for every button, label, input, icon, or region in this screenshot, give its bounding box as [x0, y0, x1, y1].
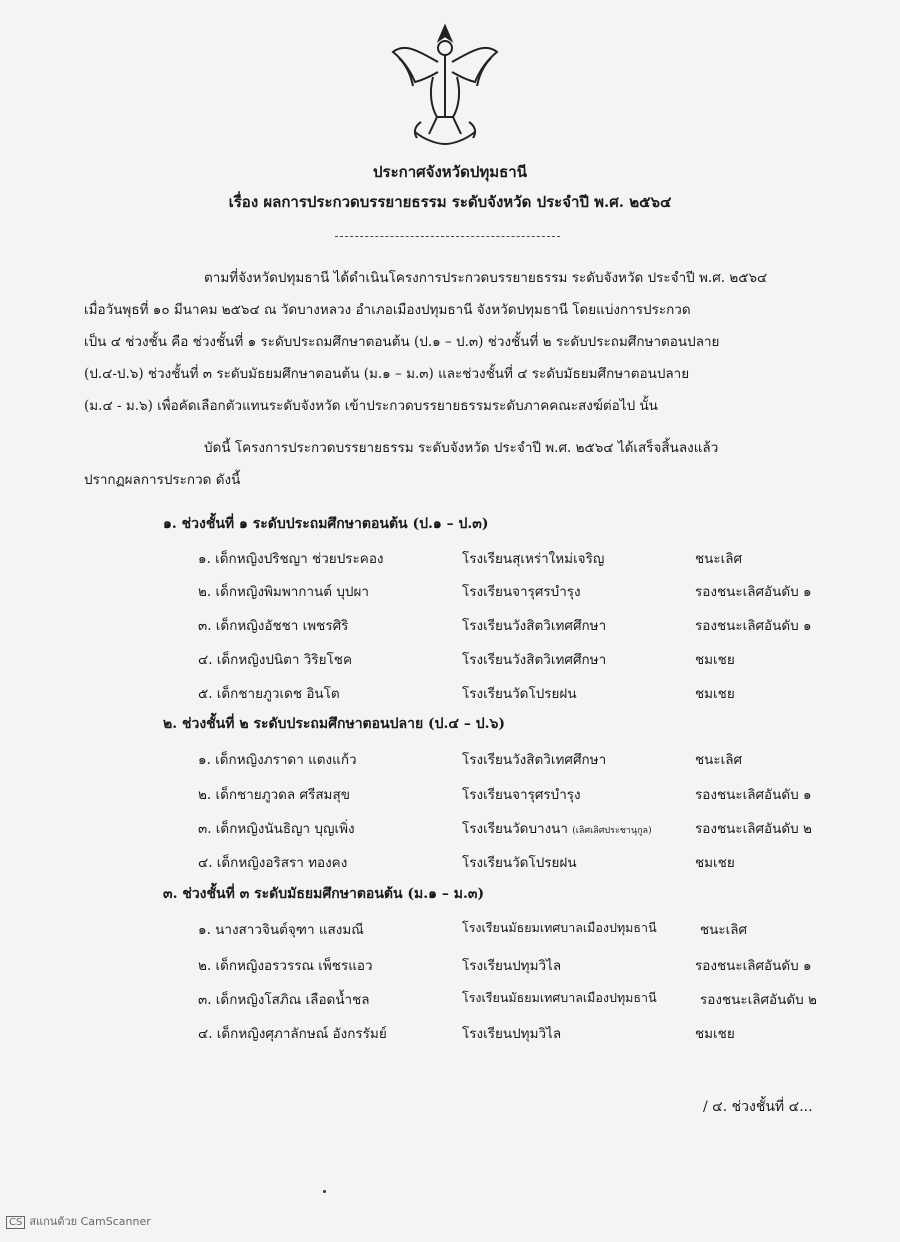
school-name: โรงเรียนวังสิตวิเทศศึกษา	[462, 752, 607, 768]
result-row	[0, 1022, 900, 1052]
page-mark	[323, 1190, 326, 1193]
award: ชนะเลิศ	[695, 551, 743, 567]
watermark-text: สแกนด้วย CamScanner	[29, 1215, 151, 1228]
award: รองชนะเลิศอันดับ ๑	[695, 787, 812, 803]
award: ชนะเลิศ	[700, 922, 748, 938]
paragraph-line: ปรากฏผลการประกวด ดังนี้	[84, 472, 241, 488]
paragraph-line: เป็น ๔ ช่วงชั้น คือ ช่วงชั้นที่ ๑ ระดับประถมศึกษาตอนต้น (ป.๑ – ป.๓) ช่วงชั้นที่ ๒ ระดับประถมศึกษาตอนปลาย	[84, 334, 720, 350]
paragraph-line: (ม.๔ - ม.๖) เพื่อคัดเลือกตัวแทนระดับจังหวัด เข้าประกวดบรรยายธรรมระดับภาคคณะสงฆ์ต่อไป นั้น	[84, 398, 658, 414]
school-name: โรงเรียนปทุมวิไล	[462, 958, 562, 974]
result-row	[0, 954, 900, 984]
school-name: โรงเรียนมัธยมเทศบาลเมืองปทุมธานี	[462, 990, 657, 1005]
result-row	[0, 682, 900, 712]
school-name: โรงเรียนสุเหร่าใหม่เจริญ	[462, 551, 605, 567]
school-note: (เลิศเลิศประชานุกูล)	[572, 826, 652, 836]
award: ชมเชย	[695, 1026, 735, 1042]
result-row	[0, 580, 900, 610]
paragraph-result	[84, 432, 834, 496]
contestant-name: ๑. เด็กหญิงภราดา แตงแก้ว	[198, 752, 357, 768]
contestant-name: ๔. เด็กหญิงศุภาลักษณ์ อังกรรัมย์	[198, 1026, 387, 1042]
paragraph-line: (ป.๔-ป.๖) ช่วงชั้นที่ ๓ ระดับมัธยมศึกษาตอนต้น (ม.๑ – ม.๓) และช่วงชั้นที่ ๔ ระดับมัธยมศึกษาตอนปลาย	[84, 366, 690, 382]
result-row	[0, 783, 900, 813]
award: รองชนะเลิศอันดับ ๑	[695, 618, 812, 634]
school-name: โรงเรียนวัดโปรยฝน	[462, 855, 577, 871]
school-name: โรงเรียนปทุมวิไล	[462, 1026, 562, 1042]
contestant-name: ๑. เด็กหญิงปริชญา ช่วยประคอง	[198, 551, 384, 567]
contestant-name: ๑. นางสาวจินต์จุฑา แสงมณี	[198, 922, 364, 938]
divider	[335, 236, 560, 237]
section-heading: ๓. ช่วงชั้นที่ ๓ ระดับมัธยมศึกษาตอนต้น (ม.๑ – ม.๓)	[163, 886, 485, 902]
award: ชมเชย	[695, 686, 735, 702]
award: ชมเชย	[695, 652, 735, 668]
contestant-name: ๒. เด็กหญิงพิมพากานต์ บุปผา	[198, 584, 369, 600]
school-name: โรงเรียนจารุศรบำรุง	[462, 787, 581, 803]
result-row	[0, 817, 900, 847]
school-name: โรงเรียนมัธยมเทศบาลเมืองปทุมธานี	[462, 920, 657, 935]
award: ชมเชย	[695, 855, 735, 871]
continuation-note: / ๔. ช่วงชั้นที่ ๔...	[703, 1099, 813, 1115]
announcement-title: ประกาศจังหวัดปทุมธานี	[373, 163, 527, 181]
result-row	[0, 748, 900, 778]
contestant-name: ๓. เด็กหญิงโสภิณ เลือดน้ำชล	[198, 992, 370, 1008]
contestant-name: ๒. เด็กชายภูวดล ศรีสมสุข	[198, 787, 350, 803]
section-heading: ๒. ช่วงชั้นที่ ๒ ระดับประถมศึกษาตอนปลาย (ป.๔ – ป.๖)	[163, 716, 506, 732]
school-name: โรงเรียนวังสิตวิเทศศึกษา	[462, 618, 607, 634]
result-row	[0, 648, 900, 678]
award: รองชนะเลิศอันดับ ๑	[695, 958, 812, 974]
award: ชนะเลิศ	[695, 752, 743, 768]
contestant-name: ๓. เด็กหญิงอัชชา เพชรศิริ	[198, 618, 349, 634]
contestant-name: ๔. เด็กหญิงอริสรา ทองคง	[198, 855, 348, 871]
school-name	[462, 817, 652, 839]
paragraph-line: ตามที่จังหวัดปทุมธานี ได้ดำเนินโครงการประกวดบรรยายธรรม ระดับจังหวัด ประจำปี พ.ศ. ๒๕๖๔	[204, 270, 768, 286]
school-name: โรงเรียนจารุศรบำรุง	[462, 584, 581, 600]
award: รองชนะเลิศอันดับ ๒	[695, 821, 812, 837]
contestant-name: ๓. เด็กหญิงนันธิญา บุญเพิ่ง	[198, 821, 355, 837]
paragraph-intro	[84, 262, 834, 422]
contestant-name: ๔. เด็กหญิงปนิตา วิริยโชค	[198, 652, 352, 668]
award: รองชนะเลิศอันดับ ๒	[700, 992, 817, 1008]
result-row	[0, 851, 900, 881]
result-row	[0, 614, 900, 644]
school-name: โรงเรียนวังสิตวิเทศศึกษา	[462, 652, 607, 668]
award: รองชนะเลิศอันดับ ๑	[695, 584, 812, 600]
contestant-name: ๒. เด็กหญิงอรวรรณ เพ็ชรแอว	[198, 958, 373, 974]
paragraph-line: เมื่อวันพุธที่ ๑๐ มีนาคม ๒๕๖๔ ณ วัดบางหลวง อำเภอเมืองปทุมธานี จังหวัดปทุมธานี โดยแบ่งการประกวด	[84, 302, 691, 318]
section-heading: ๑. ช่วงชั้นที่ ๑ ระดับประถมศึกษาตอนต้น (ป.๑ – ป.๓)	[163, 516, 489, 532]
paragraph-line: บัดนี้ โครงการประกวดบรรยายธรรม ระดับจังหวัด ประจำปี พ.ศ. ๒๕๖๔ ได้เสร็จสิ้นลงแล้ว	[204, 440, 719, 456]
announcement-subject: เรื่อง ผลการประกวดบรรยายธรรม ระดับจังหวัด ประจำปี พ.ศ. ๒๕๖๔	[228, 193, 672, 211]
contestant-name: ๕. เด็กชายภูวเดช อินโต	[198, 686, 340, 702]
camscanner-logo-icon: CS	[6, 1216, 25, 1229]
scanner-watermark	[6, 1212, 151, 1230]
school-name: โรงเรียนวัดโปรยฝน	[462, 686, 577, 702]
garuda-emblem-icon	[385, 22, 505, 152]
result-row	[0, 918, 900, 948]
result-row	[0, 988, 900, 1018]
school-main: โรงเรียนวัดบางนา	[462, 821, 568, 837]
result-row	[0, 547, 900, 577]
